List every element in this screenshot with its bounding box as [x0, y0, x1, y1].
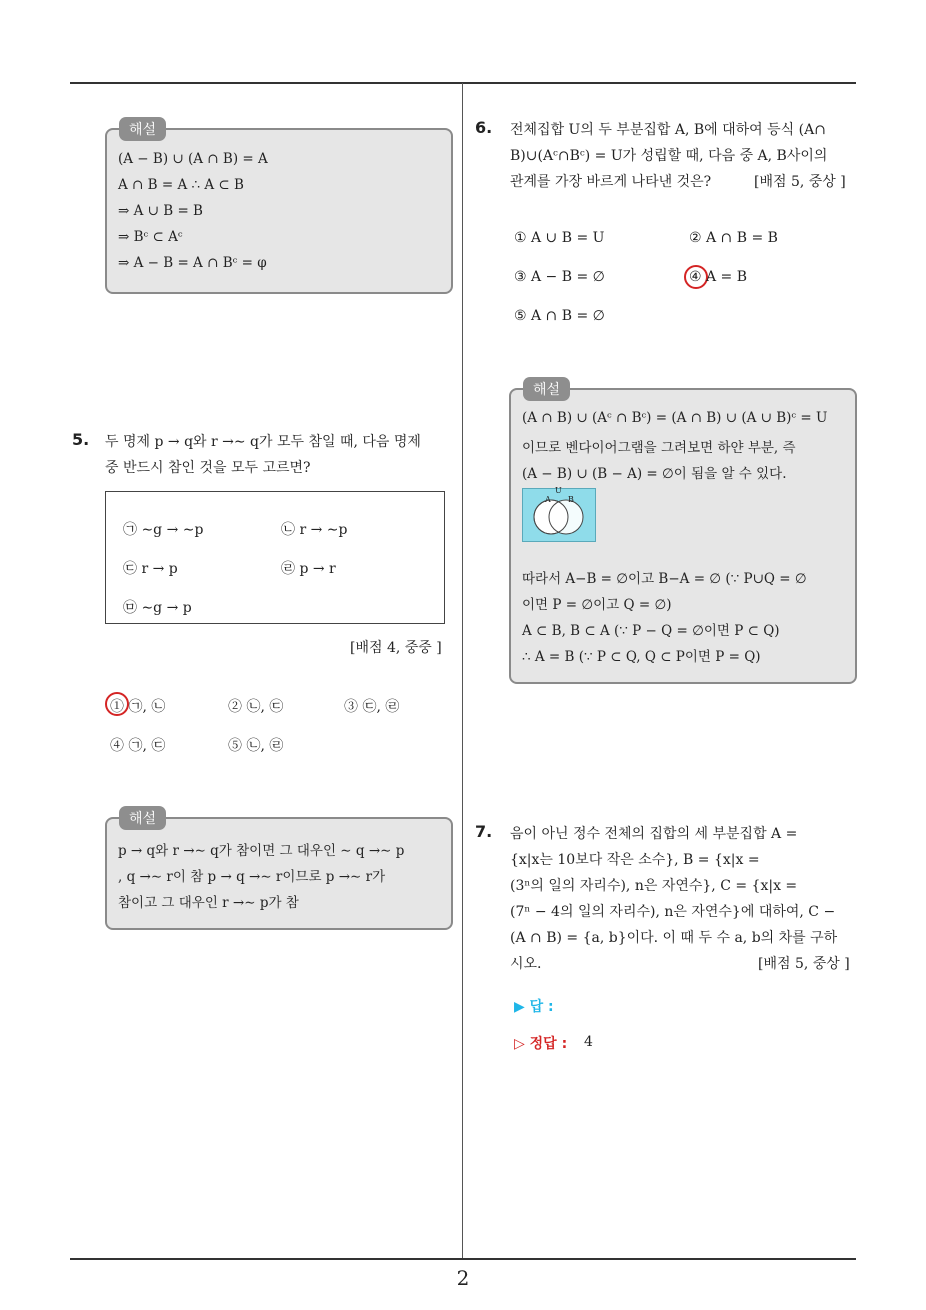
option-2[interactable]: ② A ∩ B = B	[689, 230, 778, 246]
option-2[interactable]: ② ㉡, ㉢	[228, 699, 284, 715]
bottom-rule	[70, 1258, 856, 1260]
condition-item: ㉣ p → r	[281, 561, 336, 577]
solution-line: 이므로 벤다이어그램을 그려보면 하얀 부분, 즉	[522, 440, 796, 456]
venn-label-u: U	[555, 486, 562, 495]
solution-line: 참이고 그 대우인 r →∼ p가 참	[118, 895, 299, 911]
question-text: (3ⁿ의 일의 자리수), n은 자연수}, C = {x|x =	[510, 878, 798, 894]
option-4[interactable]: ④ ㉠, ㉢	[110, 738, 166, 754]
option-5[interactable]: ⑤ A ∩ B = ∅	[514, 308, 605, 324]
column-divider	[462, 83, 463, 1259]
question-text: B)∪(Aᶜ∩Bᶜ) = U가 성립할 때, 다음 중 A, B사이의	[510, 148, 828, 164]
solution-line: ∴ A = B (∵ P ⊂ Q, Q ⊂ P이면 P = Q)	[522, 649, 761, 665]
solution-tag: 해설	[523, 377, 570, 401]
option-4[interactable]: ④ A = B	[689, 269, 748, 285]
question-number: 6.	[475, 118, 493, 137]
solution-line: (A − B) ∪ (B − A) = ∅이 됨을 알 수 있다.	[522, 466, 787, 482]
solution-line: (A − B) ∪ (A ∩ B) = A	[118, 151, 268, 167]
question-text: 음이 아닌 정수 전체의 집합의 세 부분집합 A =	[510, 826, 798, 842]
question-number: 5.	[72, 430, 90, 449]
question-text: 관계를 가장 바르게 나타낸 것은?	[510, 174, 712, 190]
answer-input-label[interactable]: ▶ 답 :	[514, 999, 554, 1015]
solution-line: ⇒ A ∪ B = B	[118, 203, 203, 219]
solution-line: 이면 P = ∅이고 Q = ∅)	[522, 597, 672, 613]
venn-diagram-svg	[523, 489, 594, 540]
solution-line: A ⊂ B, B ⊂ A (∵ P − Q = ∅이면 P ⊂ Q)	[522, 623, 780, 639]
question-text: 두 명제 p → q와 r →∼ q가 모두 참일 때, 다음 명제	[105, 434, 421, 450]
venn-label-b: B	[568, 495, 574, 504]
option-5[interactable]: ⑤ ㉡, ㉣	[228, 738, 284, 754]
venn-diagram	[522, 488, 596, 542]
score-label: [배점 5, 중상 ]	[754, 174, 846, 190]
score-label: [배점 4, 중중 ]	[350, 640, 442, 656]
question-text: (A ∩ B) = {a, b}이다. 이 때 두 수 a, b의 차를 구하	[510, 930, 838, 946]
solution-tag: 해설	[119, 806, 166, 830]
solution-line: (A ∩ B) ∪ (Aᶜ ∩ Bᶜ) = (A ∩ B) ∪ (A ∪ B)ᶜ = U	[522, 410, 828, 426]
question-text: 시오.	[510, 956, 542, 972]
solution-line: ⇒ Bᶜ ⊂ Aᶜ	[118, 229, 183, 245]
correct-answer-label: ▷ 정답 :	[514, 1036, 568, 1052]
question-number: 7.	[475, 822, 493, 841]
question-text: 전체집합 U의 두 부분집합 A, B에 대하여 등식 (A∩	[510, 122, 826, 138]
question-text: {x|x는 10보다 작은 소수}, B = {x|x =	[510, 852, 760, 868]
score-label: [배점 5, 중상 ]	[758, 956, 850, 972]
condition-item: ㉤ ∼g → p	[123, 600, 192, 616]
option-1[interactable]: ① ㉠, ㉡	[110, 699, 166, 715]
correct-answer-value: 4	[584, 1034, 593, 1050]
option-3[interactable]: ③ A − B = ∅	[514, 269, 605, 285]
solution-tag: 해설	[119, 117, 166, 141]
condition-item: ㉠ ∼g → ∼p	[123, 522, 204, 538]
solution-line: , q →∼ r이 참 p → q →∼ r이므로 p →∼ r가	[118, 869, 386, 885]
page-number: 2	[456, 1266, 470, 1290]
option-1[interactable]: ① A ∪ B = U	[514, 230, 605, 246]
condition-item: ㉢ r → p	[123, 561, 178, 577]
question-text: (7ⁿ − 4의 일의 자리수), n은 자연수}에 대하여, C −	[510, 904, 836, 920]
option-3[interactable]: ③ ㉢, ㉣	[344, 699, 400, 715]
solution-line: 따라서 A−B = ∅이고 B−A = ∅ (∵ P∪Q = ∅	[522, 571, 807, 587]
solution-line: A ∩ B = A ∴ A ⊂ B	[118, 177, 244, 193]
condition-item: ㉡ r → ∼p	[281, 522, 348, 538]
solution-line: ⇒ A − B = A ∩ Bᶜ = φ	[118, 255, 267, 271]
solution-line: p → q와 r →∼ q가 참이면 그 대우인 ∼ q →∼ p	[118, 843, 405, 859]
venn-label-a: A	[545, 495, 551, 504]
question-text: 중 반드시 참인 것을 모두 고르면?	[105, 460, 311, 476]
top-rule	[70, 82, 856, 84]
